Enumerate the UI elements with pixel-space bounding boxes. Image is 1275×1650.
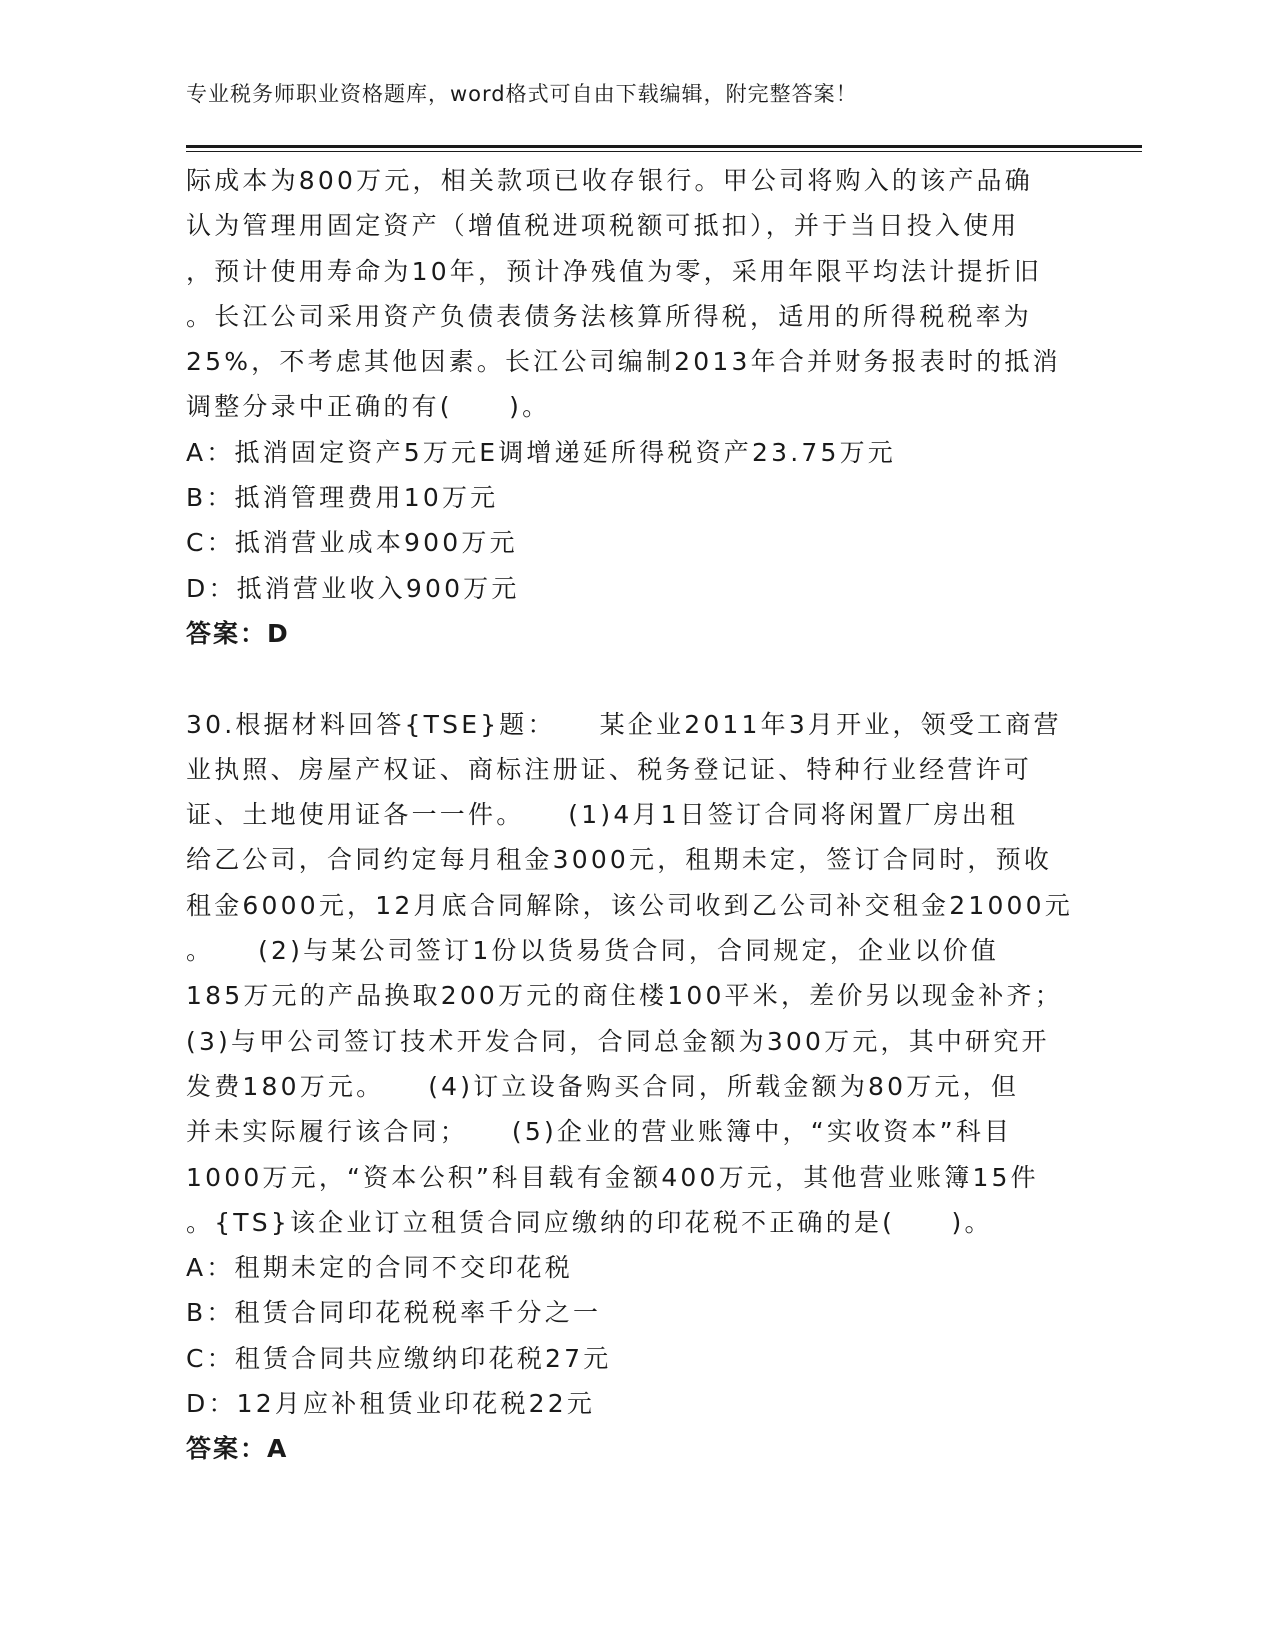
- q30-text-line: 证、土地使用证各一一件。 (1)4月1日签订合同将闲置厂房出租: [186, 800, 1019, 830]
- document-body: [186, 158, 1106, 1472]
- header-rule-thick: [186, 145, 1142, 148]
- q29-option-c: C：抵消营业成本900万元: [186, 528, 518, 558]
- header-rule-thin: [186, 151, 1142, 152]
- q29-text-line: 际成本为800万元，相关款项已收存银行。甲公司将购入的该产品确: [186, 166, 1033, 195]
- q29-answer: 答案：D: [186, 618, 290, 648]
- q30-text-line: 租金6000元，12月底合同解除，该公司收到乙公司补交租金21000元: [186, 890, 1073, 920]
- q30-text-line: 发费180万元。 (4)订立设备购买合同，所载金额为80万元，但: [186, 1071, 1020, 1101]
- q30-option-a: A：租期未定的合同不交印花税: [186, 1253, 573, 1283]
- page-header: 专业税务师职业资格题库，word格式可自由下载编辑，附完整答案！: [186, 82, 858, 106]
- q29-option-d: D：抵消营业收入900万元: [186, 573, 520, 603]
- q30-option-d: D：12月应补租赁业印花税22元: [186, 1389, 596, 1419]
- q30-text-line: 并未实际履行该合同； (5)企业的营业账簿中，“实收资本”科目: [186, 1117, 1013, 1147]
- q29-text-line: 认为管理用固定资产（增值税进项税额可抵扣），并于当日投入使用: [186, 211, 1020, 241]
- question-spacer: [186, 656, 1106, 701]
- q30-text-line: 30.根据材料回答{TSE}题： 某企业2011年3月开业，领受工商营: [186, 709, 1062, 739]
- q30-option-c: C：租赁合同共应缴纳印花税27元: [186, 1343, 612, 1373]
- q30-text-line: (3)与甲公司签订技术开发合同，合同总金额为300万元，其中研究开: [186, 1026, 1050, 1056]
- q30-text-line: 185万元的产品换取200万元的商住楼100平米，差价另以现金补齐；: [186, 981, 1063, 1011]
- q30-answer: 答案：A: [186, 1434, 289, 1464]
- q30-text-line: 给乙公司，合同约定每月租金3000元，租期未定，签订合同时，预收: [186, 845, 1053, 875]
- q29-text-line: 调整分录中正确的有( )。: [186, 392, 551, 422]
- q29-text-line: ，预计使用寿命为10年，预计净残值为零，采用年限平均法计提折旧: [186, 256, 1043, 286]
- q30-text-line: 。 (2)与某公司签订1份以货易货合同，合同规定，企业以价值: [186, 936, 1000, 966]
- q30-text-line: 1000万元，“资本公积”科目载有金额400万元，其他营业账簿15件: [186, 1162, 1039, 1192]
- q30-text-line: 业执照、房屋产权证、商标注册证、税务登记证、特种行业经营许可: [186, 754, 1033, 784]
- q30-option-b: B：租赁合同印花税税率千分之一: [186, 1298, 602, 1328]
- q29-text-line: 。长江公司采用资产负债表债务法核算所得税，适用的所得税税率为: [186, 301, 1033, 331]
- q29-text-line: 25%，不考虑其他因素。长江公司编制2013年合并财务报表时的抵消: [186, 347, 1061, 377]
- q29-option-b: B：抵消管理费用10万元: [186, 483, 499, 513]
- q29-option-a: A：抵消固定资产5万元E调增递延所得税资产23.75万元: [186, 437, 896, 467]
- q30-text-line: 。{TS}该企业订立租赁合同应缴纳的印花税不正确的是( )。: [186, 1207, 993, 1237]
